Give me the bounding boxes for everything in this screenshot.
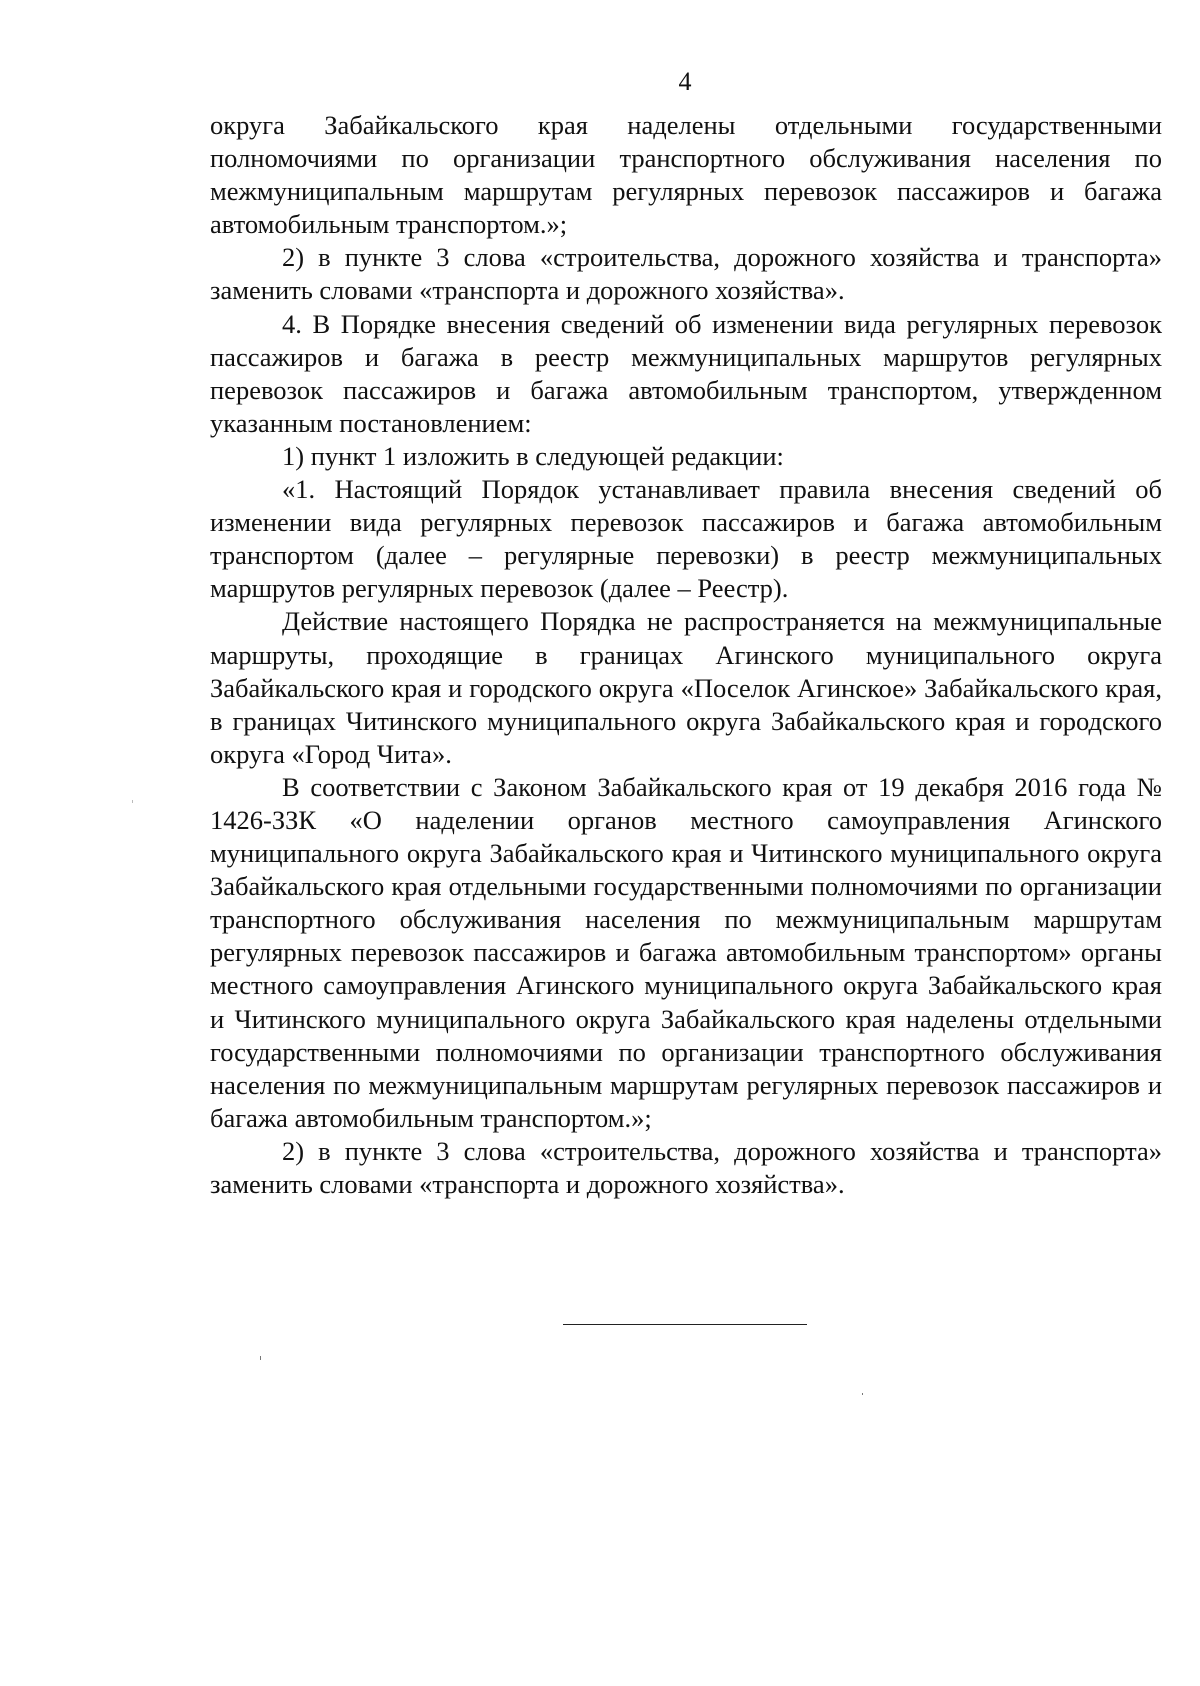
paragraph-item-2-replace-words: 2) в пункте 3 слова «строительства, дорожного хозяйства и транспорта» заменить словами «транспорта и дорожного хозяйства».: [210, 242, 1162, 306]
paragraph-section-4: 4. В Порядке внесения сведений об изменении вида регулярных перевозок пассажиров и багажа в реестр межмуниципальных маршрутов регулярных перевозок пассажиров и багажа автомобильным транспортом, утвержденном указанным постановлением:: [210, 308, 1162, 438]
paragraph-new-clause-1: «1. Настоящий Порядок устанавливает правила внесения сведений об изменении вида регулярных перевозок пассажиров и багажа автомобильным транспортом (далее – регулярные перевозки) в реестр межмуниципальных маршрутов регулярных перевозок (далее – Реестр).: [210, 474, 1162, 604]
end-of-document-rule: [563, 1324, 807, 1325]
page-number: 4: [678, 67, 692, 96]
paragraph-item-2-replace-words-final: 2) в пункте 3 слова «строительства, дорожного хозяйства и транспорта» заменить словами «транспорта и дорожного хозяйства».: [210, 1135, 1162, 1199]
paragraph-continuation: округа Забайкальского края наделены отдельными государственными полномочиями по организации транспортного обслуживания населения по межмуниципальным маршрутам регулярных перевозок пассажиров и багажа автомобильным транспортом.»;: [210, 110, 1162, 240]
document-body: [210, 109, 1162, 1201]
scan-speck: [260, 1356, 261, 1360]
scan-speck: [862, 1393, 863, 1395]
scan-speck: [132, 800, 133, 803]
paragraph-law-reference: В соответствии с Законом Забайкальского края от 19 декабря 2016 года № 1426-ЗЗК «О наделении органов местного самоуправления Агинского муниципального округа Забайкальского края и Читинского муниципального округа Забайкальского края отдельными государственными полномочиями по организации транспортного обслуживания населения по межмуниципальным маршрутам регулярных перевозок пассажиров и багажа автомобильным транспортом» органы местного самоуправления Агинского муниципального округа Забайкальского края и Читинского муниципального округа Забайкальского края наделены отдельными государственными полномочиями по организации транспортного обслуживания населения по межмуниципальным маршрутам регулярных перевозок пассажиров и багажа автомобильным транспортом.»;: [210, 771, 1162, 1133]
paragraph-scope-exclusion: Действие настоящего Порядка не распространяется на межмуниципальные маршруты, проходящие в границах Агинского муниципального округа Забайкальского края и городского округа «Поселок Агинское» Забайкальского края, в границах Читинского муниципального округа Забайкальского края и городского округа «Город Чита».: [210, 606, 1162, 769]
paragraph-item-1: 1) пункт 1 изложить в следующей редакции:: [282, 440, 784, 471]
